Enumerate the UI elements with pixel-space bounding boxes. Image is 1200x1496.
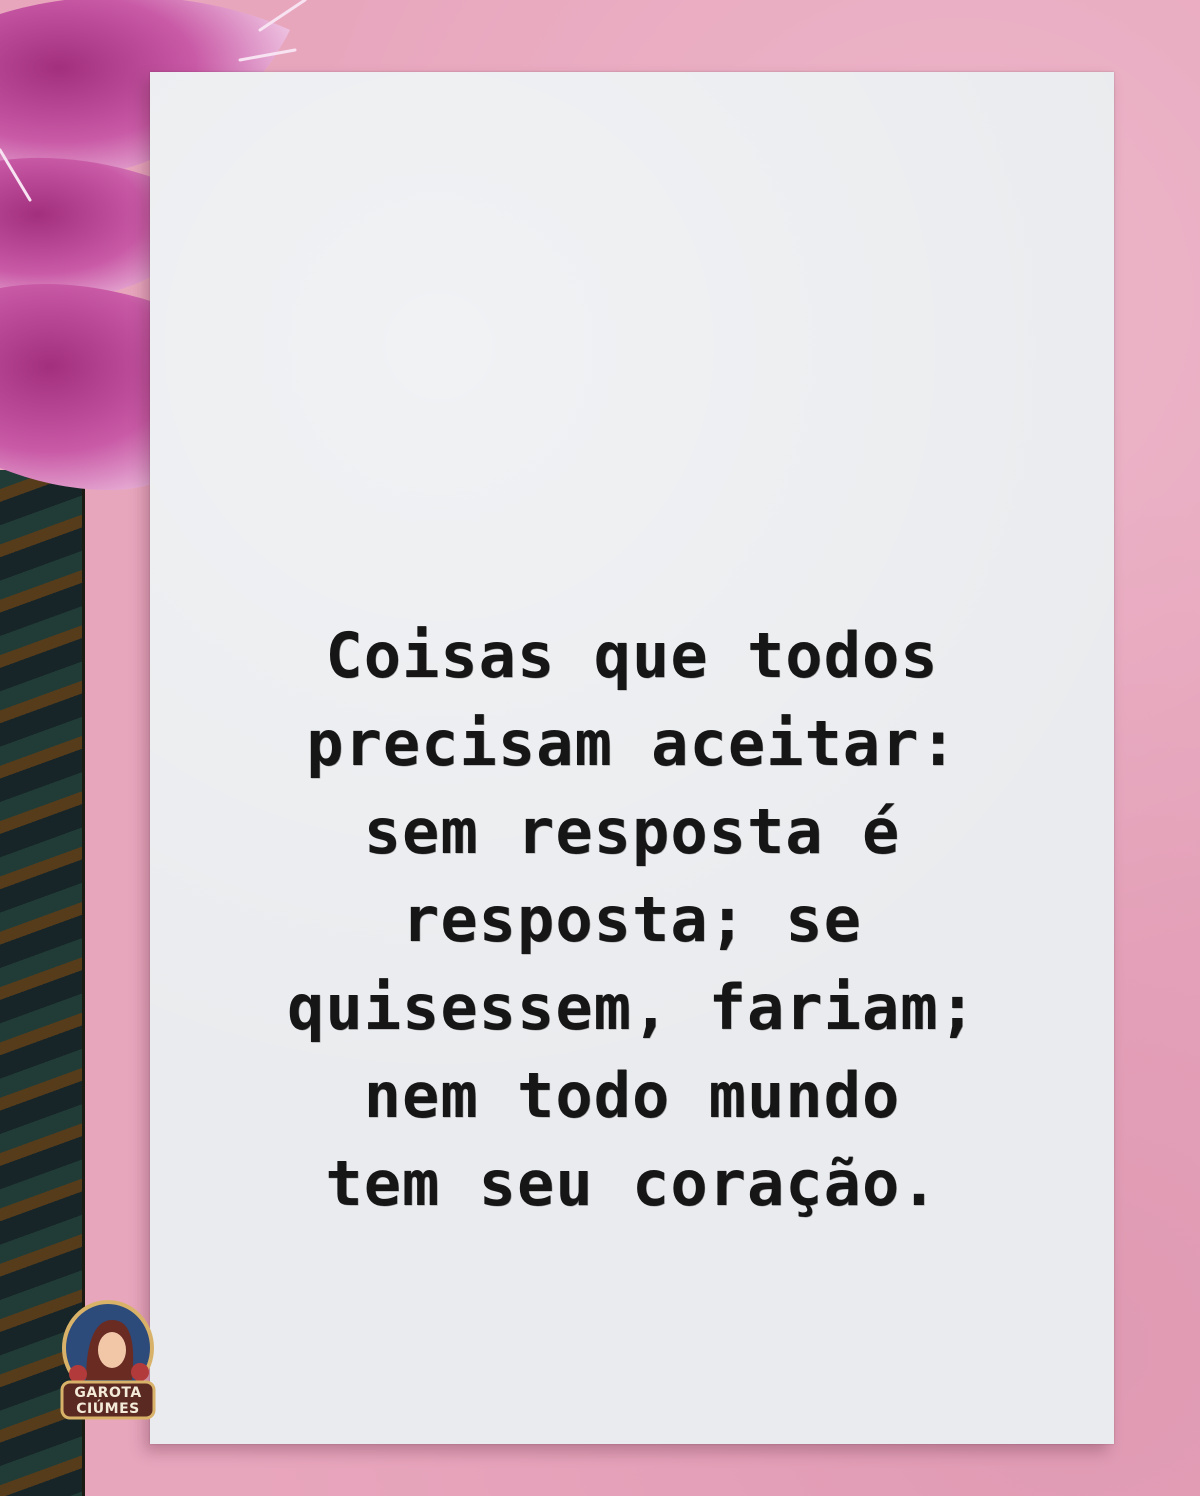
quote-line: precisam aceitar: — [306, 707, 958, 780]
quote-text — [160, 612, 1104, 1228]
logo-line-2: CIÚMES — [76, 1401, 140, 1417]
quote-line: nem todo mundo — [363, 1059, 901, 1132]
quote-line: tem seu coração. — [325, 1147, 939, 1220]
quote-line: sem resposta é — [363, 795, 901, 868]
quote-line: resposta; se — [402, 883, 862, 956]
quote-line: Coisas que todos — [325, 619, 939, 692]
logo-line-1: GAROTA — [74, 1385, 142, 1401]
quote-line: quisessem, fariam; — [287, 971, 977, 1044]
garota-ciumes-logo — [56, 1300, 160, 1422]
